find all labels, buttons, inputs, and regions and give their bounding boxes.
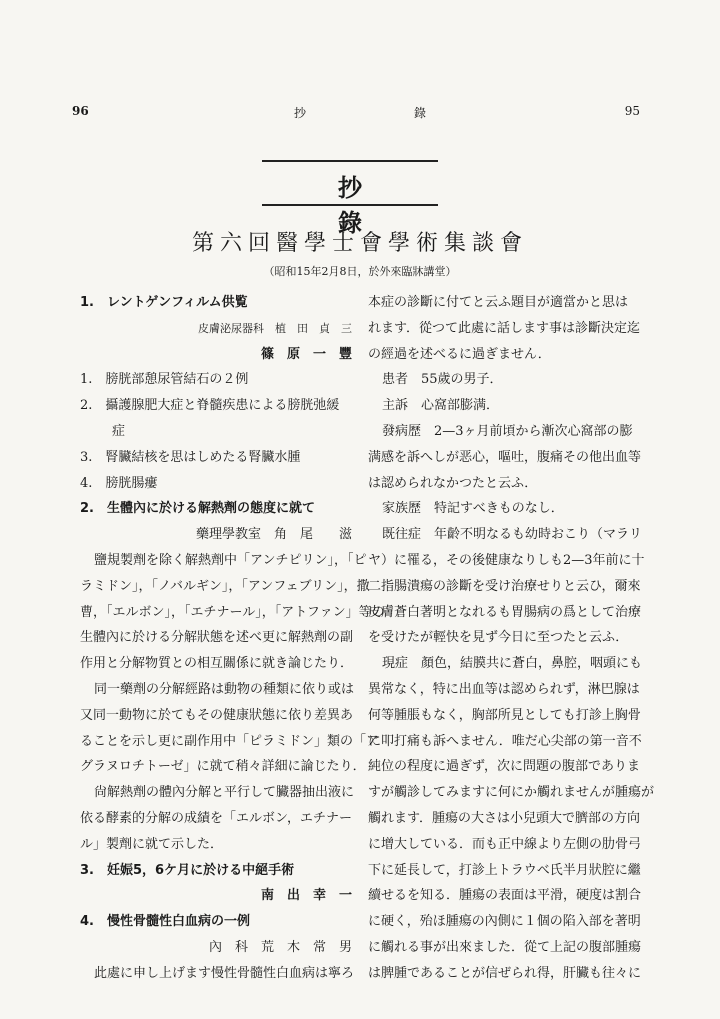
body-text-line: 續せるを知る．腫瘍の表面は平滑，硬度は割合 <box>368 888 642 904</box>
body-text-line: 純位の程度に過ぎず，次に問題の腹部でありま <box>368 759 640 775</box>
body-text-line: に硬く，殆ほ腫瘍の內側に１個の陷入部を著明 <box>368 914 641 930</box>
sub-item-continuation: 症 <box>112 423 126 439</box>
author-line: 藥理學教室 角 尾 滋 <box>195 527 352 543</box>
author-line <box>80 316 352 342</box>
case-field-complaint: 主訴 心窩部膨满． <box>382 398 500 414</box>
sub-item: 1. 膀胱部憩尿管結石の２例 <box>80 372 249 388</box>
body-text-line: 皮膚蒼白著明となれるも胃腸病の爲として治療 <box>368 604 642 620</box>
body-text-line: は認められなかつたと云ふ． <box>368 475 538 491</box>
meeting-subtitle: （昭和15年2月8日，於外來臨牀講堂） <box>263 265 457 278</box>
body-text-line: に增大している．而も正中線より左側の肋骨弓 <box>368 836 642 852</box>
body-text-line: グラヌロチトーゼ」に就て稍々詳細に論じたり． <box>80 759 366 775</box>
body-text-line: 依る酵素的分解の成績を「エルボン，エチナー <box>80 810 352 826</box>
page-number-left: 96 <box>72 104 89 118</box>
section-banner <box>262 160 438 237</box>
body-text-line: 鹽規製劑を除く解熱劑中「アンチピリン」，「ピ <box>94 552 367 568</box>
case-field-past-history: 既往症 年齡不明なるも幼時おこり（マラリ <box>382 527 643 543</box>
item-heading: 2. 生體內に於ける解熱劑の態度に就て <box>80 501 315 517</box>
body-text-line: 同一藥劑の分解經路は動物の種類に依り或は <box>94 681 355 697</box>
case-field-findings: 現症 顏色，結膜共に蒼白，鼻腔，咽頭にも <box>382 656 643 672</box>
sub-item: 3. 腎臟結核を思はしめたる腎臟水腫 <box>80 449 301 465</box>
right-column <box>368 290 655 987</box>
body-text-line: 又同一動物に於てもその健康狀態に依り差異あ <box>80 707 354 723</box>
sub-item: 4. 膀胱腸瘻 <box>80 475 158 491</box>
body-text-line: 尙解熱劑の體內分解と平行して臟器抽出液に <box>94 785 355 801</box>
case-field-history: 發病歷 2—3ヶ月前頃から漸次心窩部の膨 <box>382 423 633 439</box>
left-column <box>80 290 385 987</box>
body-text-line: に叩打痛も訴へません．唯だ心尖部の第一音不 <box>368 733 642 749</box>
author-line: 南 出 幸 一 <box>260 888 352 904</box>
body-text-line: 生體內に於ける分解狀態を述べ更に解熱劑の副 <box>80 630 354 646</box>
item-heading: 3. 妊娠5，6ケ月に於ける中絕手術 <box>80 862 295 878</box>
case-field-family-history: 家族歷 特記すべきものなし． <box>382 501 564 517</box>
body-text-line: 下に延長して，打診上トラウベ氏半月狀腔に繼 <box>368 862 641 878</box>
body-text-line: 本症の診斷に付てと云ふ題目が適當かと思は <box>368 295 629 310</box>
body-text-line: ラミドン」，「ノバルギン」，「アンフェブリン」，撒 <box>80 578 370 594</box>
body-text-line: 此處に申し上げます慢性骨髓性白血病は寧ろ <box>94 965 355 981</box>
body-text-line: ル」製劑に就て示した． <box>80 836 224 852</box>
body-text-line: を受けたが輕快を見ず今日に至つたと云ふ． <box>368 630 629 646</box>
sub-item: 2. 攝護腺肥大症と脊髓疾患による膀胱弛緩 <box>80 398 340 414</box>
running-title-text: 抄 錄 <box>293 106 426 120</box>
body-text-line: ヤ）に罹る，その後健康なりしも2—3年前に十 <box>368 552 645 568</box>
body-text-line: は脾腫であることが信ぜられ得，肝臟も往々に <box>368 965 642 981</box>
page-number-right: 95 <box>624 104 640 118</box>
body-text-line: れます．從つて此處に話します事は診斷決定迄 <box>368 320 640 336</box>
running-title <box>0 104 720 121</box>
body-text-line: 满感を訴へしが恶心，嘔吐，腹痛その他出血等 <box>368 449 642 465</box>
body-text-line: 二指腸潰瘍の診斷を受け治療せりと云ひ，爾來 <box>368 578 641 594</box>
body-text-line: 觸れます．腫瘍の大さは小兒頭大で臍部の方向 <box>368 810 640 826</box>
body-text-line: 作用と分解物質との相互關係に就き論じたり． <box>80 656 354 672</box>
body-text-line: 何等腫脹もなく，胸部所見としても打診上胸骨 <box>368 707 641 723</box>
author-line-text: 皮膚泌尿器科 植 田 貞 三 <box>198 321 352 335</box>
body-text-line: ることを示し更に副作用中「ピラミドン」類の「ア <box>80 733 380 749</box>
body-text-line: の經過を述べるに過ぎません． <box>368 346 551 362</box>
meeting-title: 第六回醫學士會學術集談會 <box>191 231 528 256</box>
author-line: 篠 原 一 豐 <box>260 346 352 362</box>
author-line: 內 科 荒 木 常 男 <box>208 939 352 955</box>
body-text-line: に觸れる事が出來ました．從て上記の腹部腫瘍 <box>368 939 642 955</box>
case-field-patient: 患者 55歲の男子． <box>382 372 503 388</box>
body-text-line: 異常なく，特に出血等は認められず，淋巴腺は <box>368 681 640 697</box>
body-text-line: 曹，「エルボン」，「エチナール」，「アトファン」等の <box>80 604 385 620</box>
section-banner-text: 抄錄 <box>338 174 418 237</box>
item-heading: 4. 慢性骨髓性白血病の一例 <box>80 914 250 930</box>
item-heading: 1. レントゲンフィルム供覧 <box>80 295 248 310</box>
body-text-line: すが觸診してみますに何にか觸れませんが腫瘍が <box>368 785 655 801</box>
